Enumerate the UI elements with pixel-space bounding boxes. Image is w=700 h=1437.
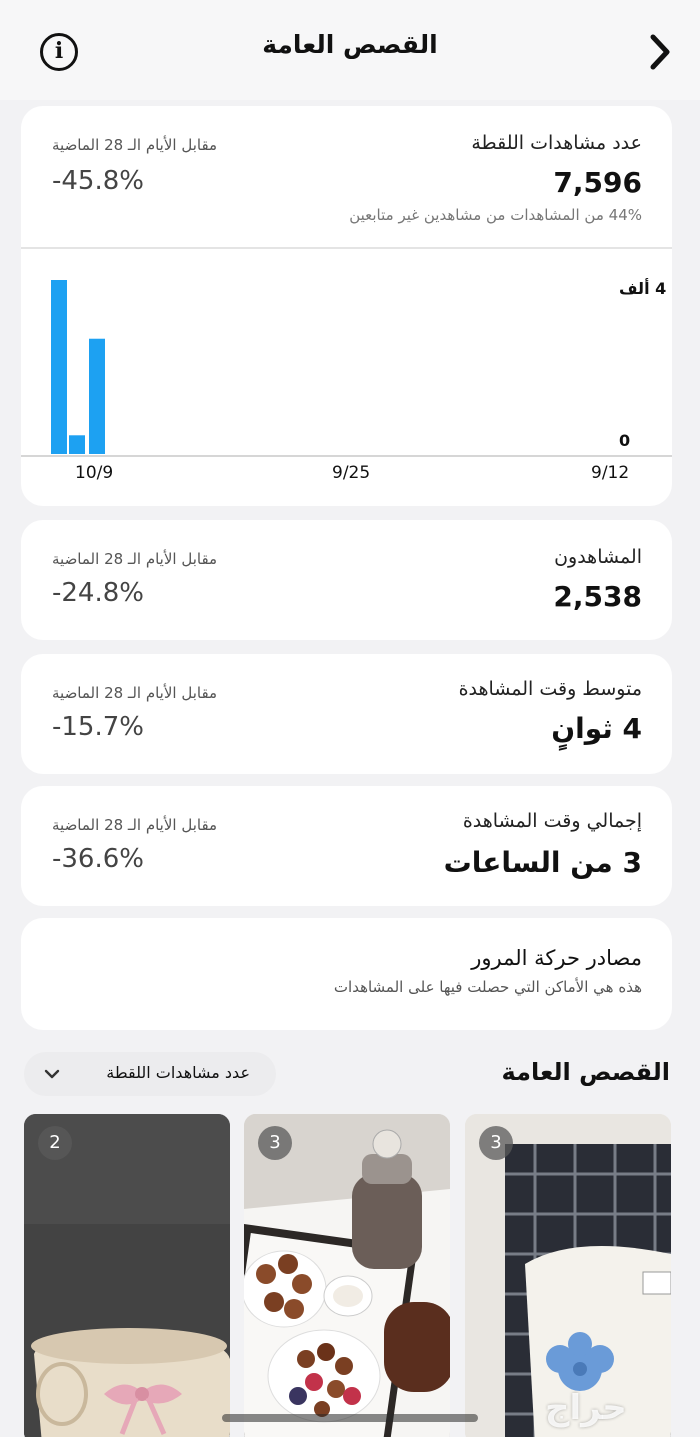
chart-bar	[89, 339, 105, 454]
total-watch-compare-label: مقابل الأيام الـ 28 الماضية	[52, 816, 218, 834]
cup-on-blanket-image	[24, 1114, 230, 1437]
avg-watch-label: متوسط وقت المشاهدة	[458, 678, 642, 700]
chart-x-tick-label: 9/25	[332, 463, 371, 483]
snap-views-label: عدد مشاهدات اللقطة	[471, 132, 642, 154]
snap-views-card[interactable]	[21, 106, 672, 506]
dessert-tray-image	[244, 1114, 450, 1437]
story-thumbnail-cup-on-blanket[interactable]	[24, 1114, 230, 1437]
info-circle-icon[interactable]: i	[40, 33, 78, 71]
total-watch-value: 3 من الساعات	[443, 846, 642, 879]
traffic-sources-title: مصادر حركة المرور	[471, 946, 642, 970]
sort-dropdown[interactable]	[24, 1052, 276, 1096]
home-indicator[interactable]	[222, 1414, 478, 1422]
story-view-count-badge: 3	[479, 1126, 513, 1160]
chevron-right-icon[interactable]	[646, 32, 674, 72]
chart-bar	[51, 280, 67, 454]
total-watch-label: إجمالي وقت المشاهدة	[462, 810, 642, 832]
traffic-sources-subtitle: هذه هي الأماكن التي حصلت فيها على المشاهدات	[333, 978, 642, 996]
viewers-compare-label: مقابل الأيام الـ 28 الماضية	[52, 550, 218, 568]
chart-y-tick-label: 4 ألف	[619, 279, 667, 298]
chart-x-tick-label: 10/9	[75, 463, 114, 483]
viewers-value: 2,538	[553, 580, 642, 613]
snap-views-compare-label: مقابل الأيام الـ 28 الماضية	[52, 136, 218, 154]
snap-views-note: 44% من المشاهدات من مشاهدين غير متابعين	[349, 206, 642, 224]
story-thumbnail-dessert-tray[interactable]	[244, 1114, 450, 1437]
avg-watch-value: 4 ثوانٍ	[551, 712, 642, 745]
avg-watch-card[interactable]	[21, 654, 672, 774]
total-watch-compare-value: -36.6%	[52, 844, 144, 874]
viewers-label: المشاهدون	[554, 546, 642, 568]
page-title: القصص العامة	[262, 30, 438, 59]
chevron-down-icon	[42, 1064, 62, 1084]
public-stories-title: القصص العامة	[501, 1058, 670, 1086]
snap-views-chart	[21, 246, 672, 486]
snap-views-compare-value: -45.8%	[52, 166, 144, 196]
viewers-card[interactable]	[21, 520, 672, 640]
top-bar	[0, 0, 700, 100]
haraj-watermark: حراج	[545, 1388, 627, 1428]
viewers-compare-value: -24.8%	[52, 578, 144, 608]
chart-bar	[69, 435, 85, 454]
chart-y-tick-label: 0	[619, 431, 631, 450]
story-view-count-badge: 2	[38, 1126, 72, 1160]
story-view-count-badge: 3	[258, 1126, 292, 1160]
chart-x-tick-label: 9/12	[591, 463, 630, 483]
sort-dropdown-label: عدد مشاهدات اللقطة	[106, 1063, 250, 1082]
snap-views-value: 7,596	[553, 166, 642, 199]
traffic-sources-card[interactable]	[21, 918, 672, 1030]
total-watch-card[interactable]	[21, 786, 672, 906]
avg-watch-compare-value: -15.7%	[52, 712, 144, 742]
avg-watch-compare-label: مقابل الأيام الـ 28 الماضية	[52, 684, 218, 702]
